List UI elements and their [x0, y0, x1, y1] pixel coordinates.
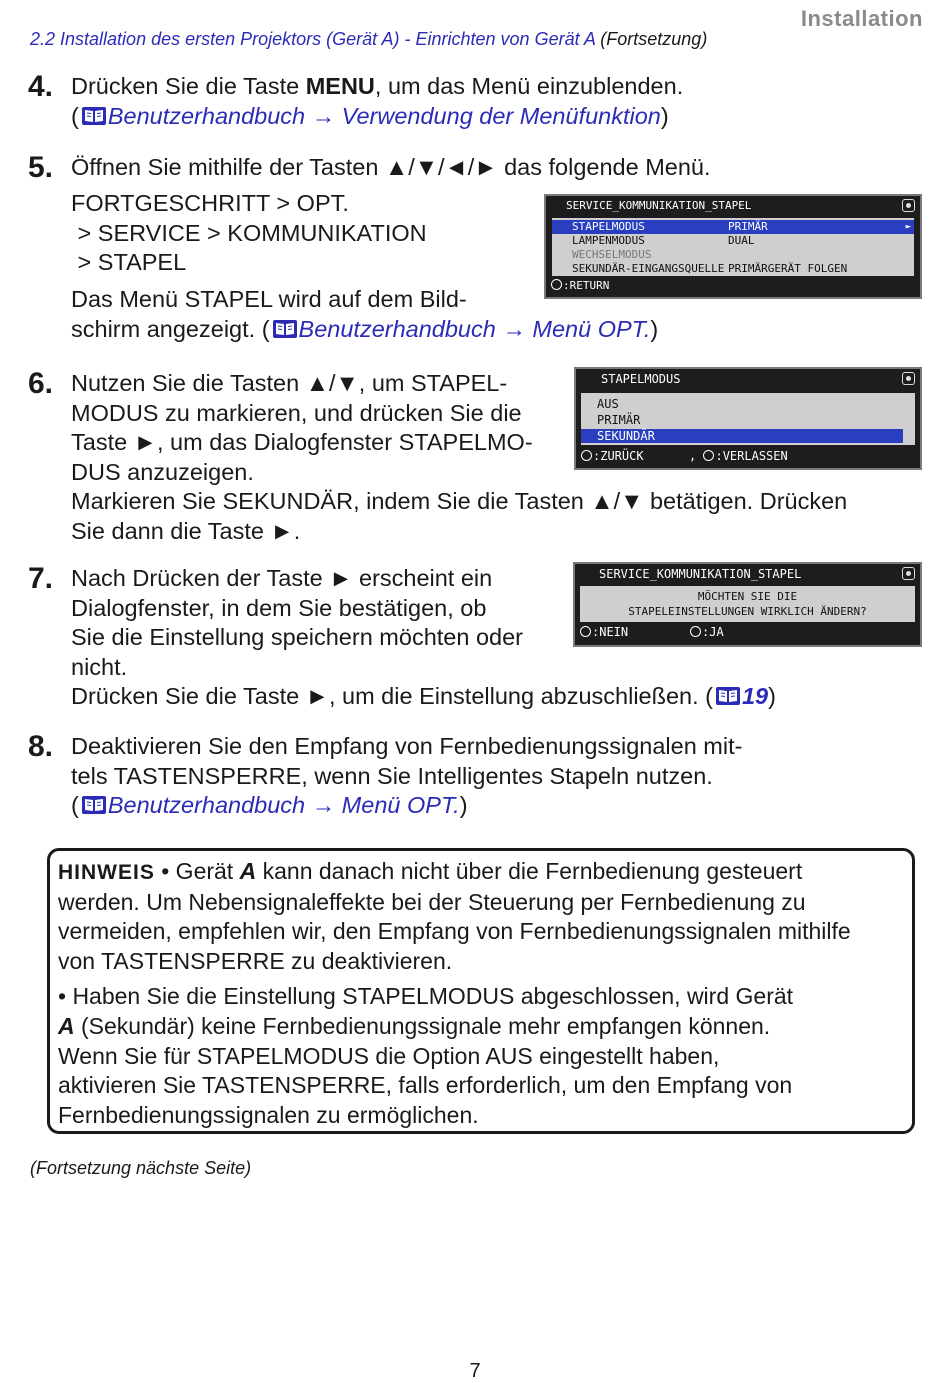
step-6-line-1: Nutzen Sie die Tasten ▲/▼, um STAPEL- — [71, 370, 508, 396]
osd-option-sekundaer[interactable]: SEKUNDÄR — [581, 429, 903, 443]
osd-footer-right — [689, 449, 788, 463]
note-p1-c: kann danach nicht über die Fernbedienung gesteuert — [256, 858, 803, 884]
left-button-icon — [580, 626, 591, 637]
left-button-icon — [551, 279, 562, 290]
note-line-2: werden. Um Nebensignaleffekte bei der Steuerung per Fernbedienung zu — [58, 888, 806, 915]
note-line-9: Fernbedienungssignalen zu ermöglichen. — [58, 1101, 479, 1128]
osd-panel — [580, 586, 915, 622]
breadcrumb-continued: (Fortsetzung) — [600, 29, 708, 49]
step-number-4: 4. — [28, 70, 54, 103]
paren-open: ( — [71, 102, 79, 129]
note-p2-l2-b: (Sekundär) keine Fernbedienungssignale mehr empfangen können. — [74, 1012, 771, 1039]
note-line-4: von TASTENSPERRE zu deaktivieren. — [58, 947, 453, 974]
step-5-block — [71, 189, 427, 278]
osd-stapel-menu — [544, 194, 922, 299]
osd-exit-label: :VERLASSEN — [715, 449, 788, 463]
osd-row-sekundaer-eingangsquelle[interactable] — [552, 262, 914, 276]
step-5-line-6 — [71, 315, 658, 345]
osd-no-button[interactable] — [580, 625, 628, 639]
step-4-line-1-c: , um das Menü einzublenden. — [374, 73, 684, 99]
osd-panel — [581, 393, 915, 445]
section-title: Installation — [800, 6, 923, 31]
step-8-line-1: Deaktivieren Sie den Empfang von Fernbedienungssignalen mit- — [71, 733, 743, 759]
step-8-line-2: tels TASTENSPERRE, wenn Sie Intelligentes Stapeln nutzen. — [71, 762, 713, 789]
step-4-text — [71, 72, 683, 131]
osd-return-label: :RETURN — [563, 279, 610, 292]
osd-row-wechselmodus — [552, 248, 914, 262]
step-5-line-6-a: schirm angezeigt. ( — [71, 315, 270, 342]
paren-close: ) — [768, 683, 776, 710]
osd-stapelmodus-dialog — [574, 367, 922, 470]
step-5-line-2: FORTGESCHRITT > OPT. — [71, 190, 349, 216]
settings-icon — [902, 199, 915, 212]
osd-confirm-dialog — [573, 562, 922, 647]
osd-message-line-1: MÖCHTEN SIE DIE — [697, 590, 798, 603]
device-a-label: A — [239, 858, 257, 884]
osd-row-lampenmodus[interactable] — [552, 234, 914, 248]
step-7-line-1: Nach Drücken der Taste ► erscheint ein — [71, 565, 493, 591]
step-4-line-1 — [71, 72, 683, 102]
step-number-8: 8. — [28, 730, 54, 763]
breadcrumb-link[interactable]: 2.2 Installation des ersten Projektors (Gerät A) - Einrichten von Gerät A — [30, 29, 596, 49]
osd-row-label: STAPELMODUS — [572, 220, 645, 233]
paren-open: ( — [71, 792, 79, 819]
osd-row-label: LAMPENMODUS — [572, 234, 645, 247]
step-7-line-2: Dialogfenster, in dem Sie bestätigen, ob — [71, 594, 487, 621]
osd-separator: , — [689, 449, 697, 463]
osd-message-line-2: STAPELEINSTELLUNGEN WIRKLICH ÄNDERN? — [628, 605, 867, 618]
right-button-icon — [690, 626, 701, 637]
book-icon — [81, 795, 107, 815]
osd-title: SERVICE_KOMMUNIKATION_STAPEL — [566, 199, 752, 212]
step-7-line-5 — [71, 682, 776, 712]
osd-no-label: :NEIN — [592, 625, 629, 639]
arrow-right-icon: ► — [905, 222, 911, 232]
note-line-7: Wenn Sie für STAPELMODUS die Option AUS eingestellt haben, — [58, 1042, 720, 1069]
note-title: HINWEIS — [58, 861, 155, 884]
note-line-6 — [58, 1012, 851, 1042]
step-8-block — [71, 732, 742, 821]
osd-row-label: SEKUNDÄR-EINGANGSQUELLE — [572, 262, 725, 275]
note-line-1 — [58, 857, 851, 888]
osd-row-value: PRIMÄRGERÄT FOLGEN — [728, 262, 848, 275]
step-7-line-5-a: Drücken Sie die Taste ►, um die Einstellung abzuschließen. ( — [71, 683, 713, 710]
step-5-line-4: > STAPEL — [71, 249, 187, 276]
device-a-label: A — [58, 1012, 75, 1039]
note-line-8: aktivieren Sie TASTENSPERRE, falls erforderlich, um den Empfang von — [58, 1072, 793, 1099]
step-4-line-1-a: Drücken Sie die Taste — [71, 73, 306, 99]
step-4-line-2 — [71, 102, 683, 132]
note-text — [58, 857, 851, 1130]
osd-footer — [551, 279, 609, 292]
step-5-line-5: Das Menü STAPEL wird auf dem Bild- — [71, 286, 467, 312]
manual-link[interactable]: Benutzerhandbuch → Menü OPT. — [107, 792, 460, 819]
step-5-line-1: Öffnen Sie mithilfe der Tasten ▲/▼/◄/► das folgende Menü. — [71, 154, 711, 180]
menu-key-label: MENU — [305, 73, 375, 99]
step-7-line-3: Sie die Einstellung speichern möchten oder — [71, 624, 523, 651]
step-7-line-4: nicht. — [71, 653, 128, 680]
osd-row-label: WECHSELMODUS — [572, 248, 652, 261]
step-6-line-4: DUS anzuzeigen. — [71, 458, 254, 485]
page-ref-link[interactable]: 19 — [741, 683, 769, 710]
osd-title: STAPELMODUS — [601, 372, 681, 386]
left-button-icon — [581, 450, 592, 461]
breadcrumb[interactable] — [30, 29, 707, 50]
book-icon — [81, 106, 107, 126]
osd-footer-left — [581, 449, 644, 463]
step-5-line-3: > SERVICE > KOMMUNIKATION — [71, 219, 427, 246]
osd-yes-label: :JA — [702, 625, 724, 639]
continued-next-page: (Fortsetzung nächste Seite) — [30, 1158, 252, 1178]
osd-title: SERVICE_KOMMUNIKATION_STAPEL — [599, 567, 802, 581]
paren-close: ) — [459, 792, 468, 819]
osd-row-value: PRIMÄR — [728, 220, 768, 233]
book-icon — [715, 686, 741, 706]
step-6-line-2: MODUS zu markieren, und drücken Sie die — [71, 399, 522, 426]
osd-row-stapelmodus[interactable] — [552, 220, 914, 234]
step-6-line-6: Sie dann die Taste ►. — [71, 517, 301, 544]
page-number: 7 — [469, 1360, 481, 1382]
osd-option-aus[interactable]: AUS — [597, 397, 619, 411]
right-button-icon — [703, 450, 714, 461]
step-number-7: 7. — [28, 562, 54, 595]
step-number-6: 6. — [28, 367, 54, 400]
step-6-line-5: Markieren Sie SEKUNDÄR, indem Sie die Tasten ▲/▼ betätigen. Drücken — [71, 488, 848, 515]
osd-yes-button[interactable] — [690, 625, 724, 639]
book-icon — [272, 319, 298, 339]
settings-icon — [902, 372, 915, 385]
paren-close: ) — [660, 102, 669, 129]
step-number-5: 5. — [28, 151, 54, 184]
manual-link[interactable]: Benutzerhandbuch → Menü OPT. — [298, 315, 651, 342]
note-line-5: • Haben Sie die Einstellung STAPELMODUS abgeschlossen, wird Gerät — [58, 983, 794, 1010]
note-p1-a: • Gerät — [154, 858, 240, 884]
osd-row-value: DUAL — [728, 234, 755, 247]
osd-back-label: :ZURÜCK — [593, 449, 644, 463]
manual-link[interactable]: Benutzerhandbuch → Verwendung der Menüfunktion — [107, 102, 661, 129]
step-8-line-3 — [71, 791, 742, 821]
note-line-3: vermeiden, empfehlen wir, den Empfang von Fernbedienungssignalen mithilfe — [58, 918, 851, 945]
step-6-line-3: Taste ►, um das Dialogfenster STAPELMO- — [71, 429, 533, 456]
osd-panel — [552, 218, 914, 276]
settings-icon — [902, 567, 915, 580]
osd-option-primaer[interactable]: PRIMÄR — [597, 413, 641, 427]
paren-close: ) — [650, 315, 659, 342]
